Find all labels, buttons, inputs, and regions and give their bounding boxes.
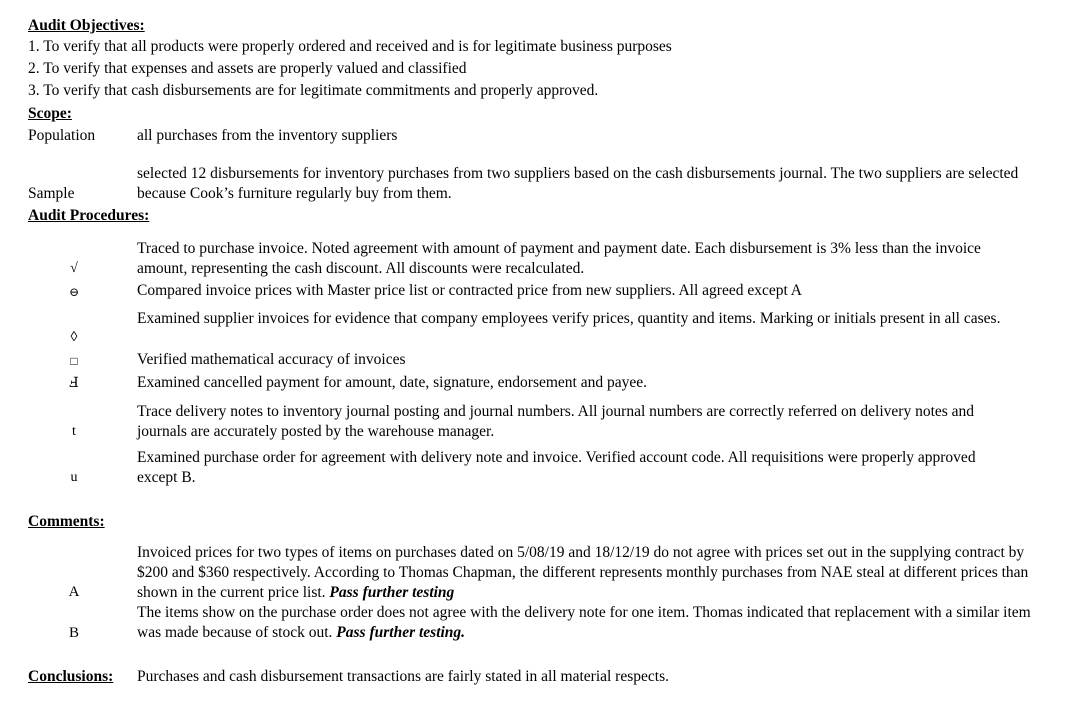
conclusions-heading: Conclusions: bbox=[28, 668, 114, 685]
procedures-heading: Audit Procedures: bbox=[28, 207, 150, 224]
tick-mark-icon: √ bbox=[70, 261, 78, 276]
procedure-text-2: Compared invoice prices with Master price list or contracted price from new suppliers. All agreed except A bbox=[137, 282, 802, 299]
diamond-mark-icon: ◊ bbox=[70, 330, 78, 345]
objective-item-2: 2. To verify that expenses and assets are properly valued and classified bbox=[28, 60, 467, 77]
comment-emphasis-b: Pass further testing. bbox=[336, 624, 466, 641]
comments-heading: Comments: bbox=[28, 513, 105, 530]
procedure-text-1: Traced to purchase invoice. Noted agreement with amount of payment and payment date. Each disbursement is 3% less than the invoice amount, representing the cash discount. All discounts were recalculated. bbox=[137, 240, 981, 277]
procedure-text-5: Examined cancelled payment for amount, date, signature, endorsement and payee. bbox=[137, 374, 648, 391]
conclusions-text: Purchases and cash disbursement transactions are fairly stated in all material respects. bbox=[137, 668, 669, 685]
inverted-f-mark-icon: Ⅎ bbox=[69, 376, 79, 391]
scope-heading: Scope: bbox=[28, 105, 72, 122]
population-text: all purchases from the inventory suppliers bbox=[137, 127, 398, 144]
objective-item-1: 1. To verify that all products were properly ordered and received and is for legitimate business purposes bbox=[28, 38, 672, 55]
procedure-text-6: Trace delivery notes to inventory journal posting and journal numbers. All journal numbers are correctly referred on delivery notes and journals are accurately posted by the warehouse manager. bbox=[137, 403, 975, 440]
procedure-text-4: Verified mathematical accuracy of invoices bbox=[137, 351, 406, 368]
comment-label-b: B bbox=[68, 625, 79, 641]
objective-item-3: 3. To verify that cash disbursements are for legitimate commitments and properly approved. bbox=[28, 82, 599, 99]
objectives-heading: Audit Objectives: bbox=[28, 17, 145, 34]
procedure-text-7: Examined purchase order for agreement with delivery note and invoice. Verified account code. All requisitions were properly approved except B. bbox=[137, 449, 976, 486]
comment-text-b: The items show on the purchase order does not agree with the delivery note for one item. Thomas indicated that replacement with a similar item was made because of stock out. Pass further testing. bbox=[137, 604, 1031, 641]
sample-label: Sample bbox=[28, 185, 75, 202]
square-mark-icon: □ bbox=[70, 354, 78, 368]
u-mark-icon: u bbox=[70, 470, 78, 485]
circle-mark-icon: ⊖ bbox=[68, 285, 80, 299]
comment-label-a: A bbox=[68, 584, 80, 600]
procedure-text-3: Examined supplier invoices for evidence that company employees verify prices, quantity and items. Marking or initials present in all cases. bbox=[137, 310, 1001, 327]
t-mark-icon: t bbox=[72, 424, 76, 439]
comment-text-a: Invoiced prices for two types of items on purchases dated on 5/08/19 and 18/12/19 do not agree with prices set out in the supplying contract by $200 and $360 respectively. According to Thomas Chapman, the different represents monthly purchases from NAE steal at different prices than shown in the current price list. Pass further testing bbox=[137, 544, 1029, 601]
comment-emphasis-a: Pass further testing bbox=[329, 584, 455, 601]
sample-text: selected 12 disbursements for inventory purchases from two suppliers based on the cash disbursements journal. The two suppliers are selected because Cook’s furniture regularly buy from them. bbox=[137, 165, 1019, 202]
population-label: Population bbox=[28, 127, 96, 144]
